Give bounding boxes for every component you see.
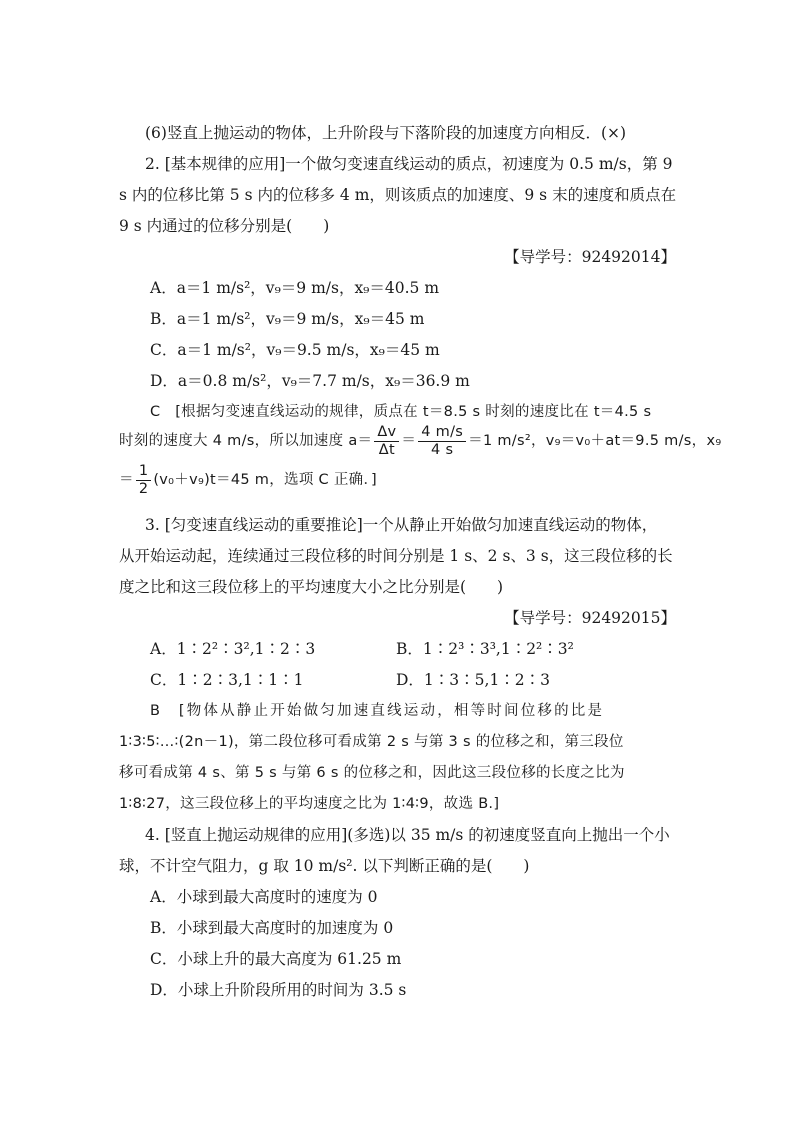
question-2-line-2: s 内的位移比第 5 s 内的位移多 4 m，则该质点的加速度、9 s 末的速度和质点在 bbox=[119, 186, 677, 204]
question-2-line-3: 9 s 内通过的位移分别是( ) bbox=[119, 217, 330, 235]
question-4-option-d: D．小球上升阶段所用的时间为 3.5 s bbox=[150, 981, 407, 999]
question-3-answer-line-4: 1∶8∶27，这三段位移上的平均速度之比为 1∶4∶9，故选 B.] bbox=[119, 796, 500, 812]
question-3-answer-line-3: 移可看成第 4 s、第 5 s 与第 6 s 的位移之和，因此这三段位移的长度之比为 bbox=[119, 765, 625, 781]
question-2-option-a: A．a＝1 m/s²，v₉＝9 m/s，x₉＝40.5 m bbox=[150, 279, 440, 297]
fraction-4ms-over-4s bbox=[418, 424, 466, 459]
fraction-denominator: 4 s bbox=[431, 441, 454, 458]
question-3-option-c: C．1∶2∶3,1∶1∶1 bbox=[150, 671, 304, 689]
answer-text: 时刻的速度大 4 m/s，所以加速度 a＝ bbox=[119, 433, 373, 449]
question-2-answer-line-3 bbox=[119, 460, 679, 500]
fraction-numerator: 1 bbox=[136, 463, 152, 481]
question-2-reference: 【导学号：92492014】 bbox=[504, 248, 676, 266]
question-2-option-d: D．a＝0.8 m/s²，v₉＝7.7 m/s，x₉＝36.9 m bbox=[150, 372, 470, 390]
question-2-answer-line-2 bbox=[119, 421, 722, 461]
question-4-option-b: B．小球到最大高度时的加速度为 0 bbox=[150, 919, 394, 937]
question-3-answer-line-1: B [物体从静止开始做匀加速直线运动，相等时间位移的比是 bbox=[150, 703, 605, 719]
question-2-option-b: B．a＝1 m/s²，v₉＝9 m/s，x₉＝45 m bbox=[150, 310, 425, 328]
fraction-numerator: Δv bbox=[374, 424, 399, 442]
question-2-answer-line-1: C [根据匀变速直线运动的规律，质点在 t＝8.5 s 时刻的速度比在 t＝4.5 s bbox=[150, 404, 652, 420]
question-3-line-1: 3. [匀变速直线运动的重要推论]一个从静止开始做匀加速直线运动的物体， bbox=[145, 516, 658, 534]
question-2-option-c: C．a＝1 m/s²，v₉＝9.5 m/s，x₉＝45 m bbox=[150, 341, 440, 359]
question-3-line-2: 从开始运动起，连续通过三段位移的时间分别是 1 s、2 s、3 s，这三段位移的长 bbox=[119, 547, 673, 565]
fraction-numerator: 4 m/s bbox=[418, 424, 466, 442]
fraction-denominator: 2 bbox=[138, 480, 149, 497]
statement-6: (6)竖直上抛运动的物体，上升阶段与下落阶段的加速度方向相反．(×) bbox=[145, 124, 627, 142]
question-3-answer-line-2: 1∶3∶5∶…∶(2n－1)，第二段位移可看成第 2 s 与第 3 s 的位移之和，第三段位 bbox=[119, 734, 624, 750]
question-4-line-2: 球，不计空气阻力，g 取 10 m/s². 以下判断正确的是( ) bbox=[119, 857, 530, 875]
fraction-delta-v-over-delta-t bbox=[374, 424, 399, 459]
equals-sign: ＝ bbox=[401, 433, 417, 449]
question-4-line-1: 4. [竖直上抛运动规律的应用](多选)以 35 m/s 的初速度竖直向上抛出一个小 bbox=[145, 826, 670, 844]
question-2-line-1: 2. [基本规律的应用]一个做匀变速直线运动的质点，初速度为 0.5 m/s，第 9 bbox=[145, 155, 673, 173]
answer-text: ＝1 m/s²，v₉＝v₀＋at＝9.5 m/s，x₉ bbox=[468, 433, 722, 449]
question-3-option-a: A．1∶2²∶3²,1∶2∶3 bbox=[150, 640, 316, 658]
question-3-reference: 【导学号：92492015】 bbox=[504, 609, 676, 627]
answer-text: (v₀＋v₉)t＝45 m，选项 C 正确．] bbox=[153, 472, 377, 488]
fraction-one-half bbox=[136, 463, 152, 498]
question-4-option-c: C．小球上升的最大高度为 61.25 m bbox=[150, 950, 402, 968]
fraction-denominator: Δt bbox=[378, 441, 395, 458]
answer-text: ＝ bbox=[119, 472, 134, 488]
question-3-option-d: D．1∶3∶5,1∶2∶3 bbox=[396, 671, 551, 689]
question-4-option-a: A．小球到最大高度时的速度为 0 bbox=[150, 888, 378, 906]
question-3-option-b: B．1∶2³∶3³,1∶2²∶3² bbox=[396, 640, 574, 658]
question-3-line-3: 度之比和这三段位移上的平均速度大小之比分别是( ) bbox=[119, 578, 504, 596]
